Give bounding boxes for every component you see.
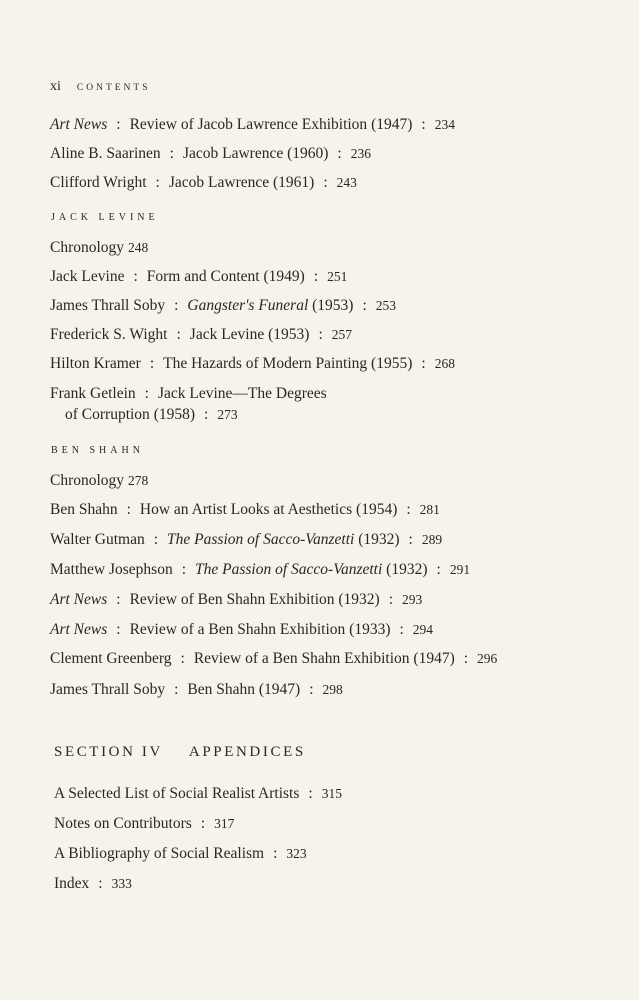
entry-author: James Thrall Soby (50, 297, 166, 314)
entry-author: Clement Greenberg (50, 650, 172, 667)
entry-page: 248 (127, 240, 149, 255)
entry-title: A Selected List of Social Realist Artists (54, 785, 300, 802)
entry-page: 317 (214, 816, 235, 831)
entry-title: Index (54, 875, 90, 892)
section-iv-heading (54, 744, 306, 761)
toc-entry (50, 237, 148, 258)
header-title: CONTENTS (76, 83, 151, 93)
entry-year: (1932) (386, 561, 428, 578)
entry-page: 281 (419, 502, 440, 517)
entry-page: 294 (412, 622, 434, 637)
entry-title: Jack Levine—The Degrees (157, 385, 327, 402)
entry-page: 236 (350, 146, 371, 161)
entry-title: Jack Levine (189, 326, 265, 343)
entry-year: (1932) (338, 591, 380, 608)
entry-page: 243 (336, 175, 357, 190)
entry-author: Ben Shahn (50, 501, 118, 518)
entry-page: 273 (217, 407, 238, 422)
entry-title: Ben Shahn (187, 681, 255, 698)
entry-year: (1947) (371, 116, 413, 133)
entry-page: 257 (331, 327, 353, 342)
toc-entry: Aline B. Saarinen : Jacob Lawrence (1960) : 236 (50, 145, 371, 162)
entry-year: (1947) (413, 650, 455, 667)
toc-entry: Walter Gutman : The Passion of Sacco-Vanzetti (1932) : 289 (50, 531, 443, 548)
entry-page: 315 (321, 786, 342, 801)
entry-year: (1960) (287, 145, 329, 162)
entry-title: The Passion of Sacco-Vanzetti (195, 561, 383, 578)
toc-entry-multiline: Frank Getlein : Jack Levine—The Degrees of Corruption (1958) : 273 (50, 385, 327, 423)
toc-entry: James Thrall Soby : Ben Shahn (1947) : 298 (50, 681, 343, 698)
toc-entry: Index : 333 (54, 875, 132, 892)
entry-author: Aline B. Saarinen (50, 145, 161, 162)
entry-year: (1949) (263, 268, 305, 285)
entry-year: (1955) (371, 355, 413, 372)
toc-entry: A Bibliography of Social Realism : 323 (54, 845, 307, 862)
entry-title: Chronology (50, 472, 125, 489)
toc-entry: Art News : Review of Jacob Lawrence Exhibition (1947) : 234 (50, 116, 455, 133)
entry-author: Hilton Kramer (50, 355, 141, 372)
entry-author: Jack Levine (50, 268, 125, 285)
entry-title: Form and Content (146, 268, 260, 285)
entry-page: 289 (421, 532, 443, 547)
entry-title: Review of Jacob Lawrence Exhibition (129, 116, 368, 133)
entry-title-continued: of Corruption (65, 406, 150, 423)
entry-page: 296 (477, 651, 498, 666)
entry-title: The Passion of Sacco-Vanzetti (167, 531, 355, 548)
entry-page: 293 (402, 592, 423, 607)
section-title: APPENDICES (188, 744, 306, 760)
entry-year: (1958) (153, 406, 196, 423)
toc-entry: Ben Shahn : How an Artist Looks at Aesthetics (1954) : 281 (50, 501, 440, 518)
entry-page: 333 (111, 876, 132, 891)
running-header (50, 78, 151, 95)
section-label: SECTION IV (54, 744, 163, 760)
toc-entry: Art News : Review of a Ben Shahn Exhibition (1933) : 294 (50, 621, 434, 638)
entry-year: (1961) (273, 174, 315, 191)
entry-title: Notes on Contributors (54, 815, 192, 832)
toc-entry: Notes on Contributors : 317 (54, 815, 235, 832)
entry-source: Art News (50, 621, 108, 638)
entry-page: 323 (286, 846, 307, 861)
entry-title: Review of a Ben Shahn Exhibition (129, 621, 346, 638)
page-number: xi (50, 79, 61, 94)
entry-title: Gangster's Funeral (187, 297, 309, 314)
entry-source: Art News (50, 116, 108, 133)
toc-entry: Art News : Review of Ben Shahn Exhibition (1932) : 293 (50, 591, 423, 608)
entry-title: Review of Ben Shahn Exhibition (129, 591, 335, 608)
entry-title: The Hazards of Modern Painting (163, 355, 368, 372)
entry-page: 234 (434, 117, 455, 132)
entry-page: 268 (434, 356, 455, 371)
toc-entry: Frederick S. Wight : Jack Levine (1953) : 257 (50, 326, 353, 343)
entry-title: Review of a Ben Shahn Exhibition (193, 650, 410, 667)
entry-page: 253 (375, 298, 397, 313)
entry-author: Walter Gutman (50, 531, 145, 548)
entry-page: 278 (127, 473, 149, 488)
entry-source: Art News (50, 591, 108, 608)
toc-entry: A Selected List of Social Realist Artists : 315 (54, 785, 342, 802)
entry-title: A Bibliography of Social Realism (54, 845, 265, 862)
toc-entry: Hilton Kramer : The Hazards of Modern Painting (1955) : 268 (50, 355, 455, 372)
entry-title: Jacob Lawrence (182, 145, 284, 162)
entry-page: 291 (449, 562, 471, 577)
entry-author: James Thrall Soby (50, 681, 166, 698)
entry-author: Matthew Josephson (50, 561, 173, 578)
entry-year: (1933) (349, 621, 391, 638)
toc-entry: James Thrall Soby : Gangster's Funeral (1953) : 253 (50, 297, 397, 314)
toc-entry (50, 470, 148, 491)
toc-entry: Matthew Josephson : The Passion of Sacco-Vanzetti (1932) : 291 (50, 561, 471, 578)
section-heading-levine: JACK LEVINE (51, 212, 159, 223)
toc-entry: Clement Greenberg : Review of a Ben Shahn Exhibition (1947) : 296 (50, 650, 498, 667)
entry-title: Jacob Lawrence (168, 174, 270, 191)
toc-entry: Clifford Wright : Jacob Lawrence (1961) : 243 (50, 174, 357, 191)
section-heading-shahn: BEN SHAHN (51, 445, 144, 456)
entry-author: Frank Getlein (50, 385, 136, 402)
entry-author: Clifford Wright (50, 174, 147, 191)
entry-title: How an Artist Looks at Aesthetics (139, 501, 353, 518)
entry-page: 298 (322, 682, 343, 697)
toc-entry: Jack Levine : Form and Content (1949) : 251 (50, 268, 348, 285)
entry-title: Chronology (50, 239, 125, 256)
entry-page: 251 (327, 269, 348, 284)
entry-year: (1932) (358, 531, 400, 548)
entry-year: (1953) (268, 326, 310, 343)
entry-year: (1954) (356, 501, 398, 518)
entry-year: (1953) (312, 297, 354, 314)
entry-year: (1947) (258, 681, 301, 698)
entry-author: Frederick S. Wight (50, 326, 168, 343)
